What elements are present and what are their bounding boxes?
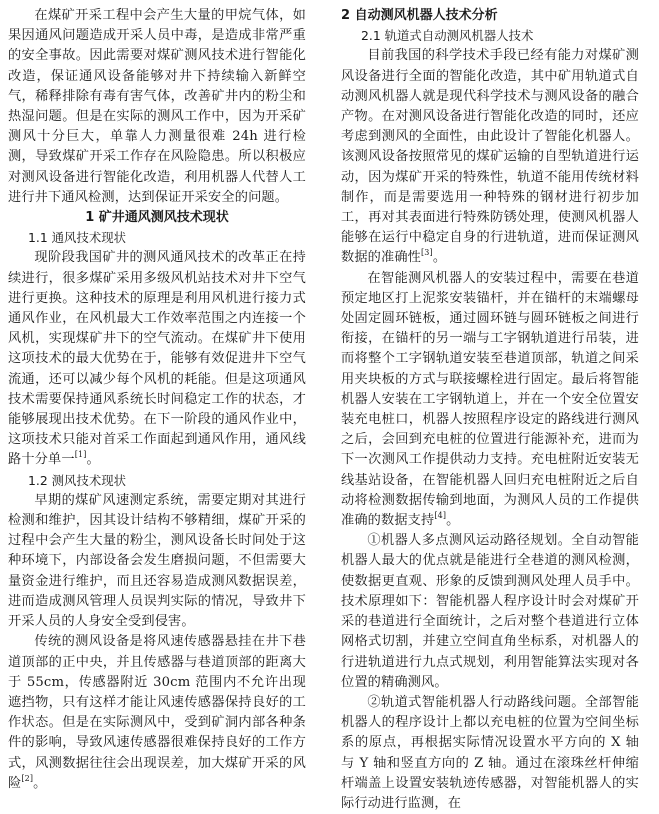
- section-1-2-heading: 1.2 测风技术现状: [28, 472, 126, 488]
- paragraph-text: 目前我国的科学技术手段已经有能力对煤矿测风设备进行全面的智能化改造，其中矿用轨道式自动测风机器人就是现代科学技术与测风设备的融合产物。在对测风设备进行智能化改造的同时，还应考虑到测风的全面性，由此设计了智能化机器人。该测风设备按照常见的煤矿运输的自型轨道进行运动，因为煤矿开采的特殊性，轨道不能用传统材料制作，而是需要选用一种特殊的钢材进行初步加工，再对其表面进行特殊防锈处理，使测风机器人能够在运行中稳定自身的行进轨道，进而保证测风数据的准确性: [341, 48, 639, 266]
- paragraph-text: ②轨道式智能机器人行动路线问题。全部智能机器人的程序设计上都以充电桩的位置为空间坐标系的原点，再根据实际情况设置水平方向的 X 轴与 Y 轴和竖直方向的 Z 轴。通过在滚珠丝杆伸缩杆端盖上设置安装轨迹传感器，对智能机器人的实际行动进行监测，在: [341, 694, 639, 811]
- paragraph-tail: 。: [446, 513, 460, 529]
- section-2-1-heading: 2.1 轨道式自动测风机器人技术: [361, 28, 534, 44]
- paragraph-tail: 。: [33, 775, 47, 791]
- body-paragraph: [341, 693, 639, 814]
- body-paragraph: [8, 632, 306, 794]
- body-paragraph: [341, 531, 639, 693]
- section-2-heading: 2 自动测风机器人技术分析: [341, 8, 498, 23]
- citation-ref: [4]: [434, 511, 447, 521]
- paragraph-tail: 。: [432, 250, 447, 266]
- body-paragraph: [341, 46, 639, 268]
- paragraph-text: 现阶段我国矿井的测风通风技术的改革正在持续进行，很多煤矿采用多级风机站技术对井下空气进行更换。这种技术的原理是利用风机进行接力式通风作业，在风机最大工作效率范围之内连接一个风机，实现煤矿井下的空气流动。在煤矿井下使用这项技术的最大优势在于，能够有效促进井下空气流通，还可以减少每个风机的耗能。但是这项通风技术需要保持通风系统长时间稳定工作的状态，才能够展现出技术优势。在下一阶段的通风作业中，这项技术只能对首采工作面起到通风作用，通风线路十分单一: [8, 250, 306, 468]
- right-column: [341, 6, 639, 814]
- section-1-heading: 1 矿井通风测风技术现状: [85, 210, 229, 226]
- citation-ref: [1]: [74, 450, 87, 460]
- citation-ref: [3]: [421, 248, 433, 258]
- left-column: [8, 6, 306, 794]
- intro-paragraph: 在煤矿开采工程中会产生大量的甲烷气体，如果因通风问题造成开采人员中毒，是造成非常严重的安全事故。因此需要对煤矿测风技术进行智能化改造，保证通风设备能够对井下持续输入新鲜空气，稀释排除有毒有害气体，改善矿井内的粉尘和热湿问题。但是在实际的测风工作中，因为开采矿测风十分巨大，单靠人力测量很难 24h 进行检测，导致煤矿开采工作存在风险隐患。所以积极应对测风设备进行智能化改造，利用机器人代替人工进行井下通风检测，达到保证开采安全的问题。: [8, 8, 306, 205]
- paragraph-text: 早期的煤矿风速测定系统，需要定期对其进行检测和维护，因其设计结构不够精细，煤矿开采的过程中会产生大量的粉尘，测风设备长时间处于这种环境下，内部设备会发生磨损问题，不但需要大量资金进行维护，而且还容易造成测风数据误差，进而造成测风管理人员误判实际的情况，导致井下开采人员的人身安全受到侵害。: [8, 492, 306, 630]
- paragraph-tail: 。: [86, 452, 100, 468]
- body-paragraph: [8, 248, 306, 470]
- paragraph-text: 传统的测风设备是将风速传感器悬挂在井下巷道顶部的正中央，并且传感器与巷道顶部的距离大于 55cm，传感器附近 30cm 范围内不允许出现遮挡物，只有这样才能让风速传感器保持良好的工作状态。但是在实际测风中，受到矿洞内部各种条件的影响，导致风速传感器很难保持良好的工作方式，风测数据往往会出现误差，加大煤矿开采的风险: [8, 634, 306, 791]
- paragraph-text: ①机器人多点测风运动路径规划。全自动智能机器人最大的优点就是能进行全巷道的测风检测，使数据更直观、形象的反馈到测风处理人员手中。技术原理如下：智能机器人程序设计时会对煤矿开采的巷道进行全面统计，之后对整个巷道进行立体网格式切割，并建立空间直角坐标系，对机器人的行进轨道进行九点式规划，利用智能算法实现对各位置的精确测风。: [341, 533, 639, 690]
- body-paragraph: [8, 491, 306, 632]
- body-paragraph: [341, 269, 639, 532]
- section-1-1-heading: 1.1 通风技术现状: [28, 230, 126, 246]
- paragraph-text: 在智能测风机器人的安装过程中，需要在巷道预定地区打上泥浆安装锚杆，并在锚杆的末端螺母处固定圆环链板，通过圆环链与圆环链板之间进行衔接，在锚杆的另一端与工字钢轨道进行吊装，进而将整个工字钢轨道安装至巷道顶部，轨道之间采用夹块板的方式与联接螺栓进行固定。最后将智能机器人安装在工字钢轨道上，并在一个安全位置安装充电桩口，机器人按照程序设定的路线进行测风之后，会回到充电桩的位置进行能源补充，进而为下一次测风工作提供动力支持。充电桩附近安装无线基站设备，在智能机器人回归充电桩附近之后自动将检测数据传输到地面，为测风人员的工作提供准确的数据支持: [341, 270, 639, 529]
- citation-ref: [2]: [21, 773, 34, 783]
